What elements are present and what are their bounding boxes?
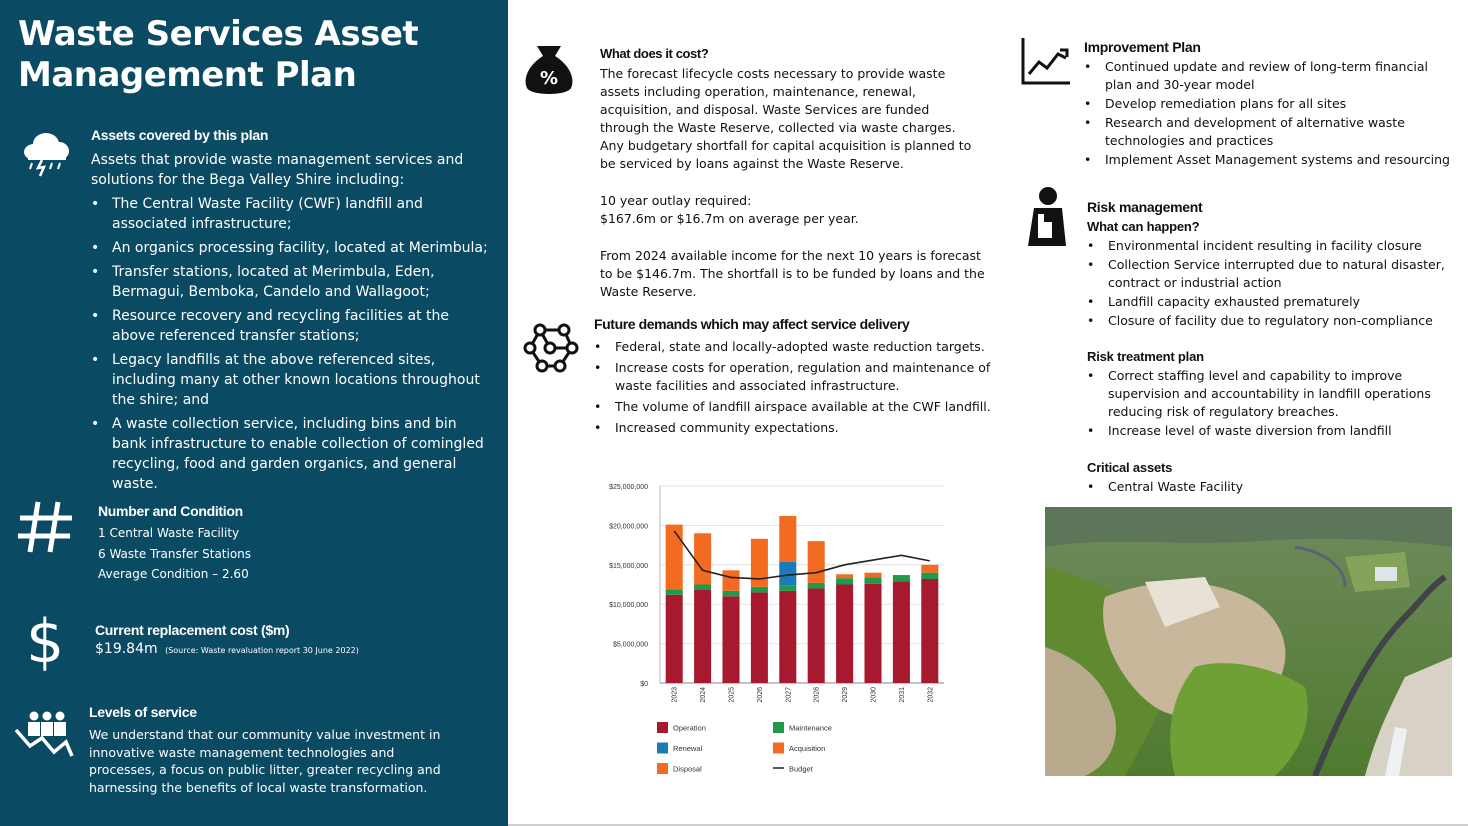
legend-swatch-maintenance [773, 722, 784, 733]
x-tick-label: 2025 [728, 687, 736, 703]
list-item: • The Central Waste Facility (CWF) landfill and associated infrastructure; [91, 194, 491, 234]
bar-maintenance-2031 [893, 575, 910, 581]
legend-swatch-operation [657, 722, 668, 733]
x-tick-label: 2026 [756, 687, 764, 703]
money-bag-percent-icon [523, 42, 575, 96]
bar-renewal-2027 [779, 562, 796, 586]
risk-treatment-list [1087, 367, 1432, 441]
legend-swatch-renewal [657, 743, 668, 754]
x-tick-label: 2023 [671, 687, 679, 703]
bar-operation-2031 [893, 581, 910, 683]
list-item: • Federal, state and locally-adopted waste reduction targets. [594, 338, 994, 356]
list-item: • Transfer stations, located at Merimbula, Eden, Bermagui, Bemboka, Candelo and Wallagoot; [91, 262, 491, 302]
bar-acquisition-2030 [864, 573, 881, 578]
left-panel [0, 0, 508, 826]
bar-maintenance-2028 [808, 583, 825, 589]
x-tick-label: 2029 [842, 687, 850, 703]
legend-label: Disposal [673, 764, 702, 774]
number-condition-heading: Number and Condition [98, 503, 243, 519]
replacement-heading: Current replacement cost ($m) [95, 622, 290, 638]
legend-label: Budget [789, 764, 813, 774]
bar-operation-2032 [921, 579, 938, 683]
list-item: • Develop remediation plans for all sites [1084, 95, 1456, 113]
bar-acquisition-2028 [808, 541, 825, 583]
y-tick-label: $20,000,000 [609, 523, 648, 531]
list-item: • Environmental incident resulting in facility closure [1087, 237, 1457, 255]
bar-acquisition-2027 [779, 516, 796, 562]
legend-label: Operation [673, 723, 706, 733]
y-tick-label: $25,000,000 [609, 484, 648, 491]
levels-text: We understand that our community value investment in innovative waste management technologies and processes, a focus on public litter, greater recycling and harnessing the benefits of local waste transformation. [89, 727, 441, 795]
x-tick-label: 2027 [785, 687, 793, 703]
improvement-heading: Improvement Plan [1084, 39, 1201, 55]
replacement-value-row [95, 641, 359, 657]
demands-heading: Future demands which may affect service delivery [594, 316, 910, 332]
critical-assets-list [1087, 478, 1432, 497]
list-item: • Implement Asset Management systems and resourcing [1084, 151, 1456, 169]
cost-paragraph: The forecast lifecycle costs necessary to provide waste assets including operation, maintenance, renewal, acquisition, and disposal. Waste Services are funded through the Waste Reserve, collected via waste charges. Any budgetary shortfall for capital acquisition is planned to be serviced by loans against the Waste Reserve. [600, 66, 972, 171]
bar-maintenance-2025 [722, 591, 739, 597]
assets-intro: Assets that provide waste management services and solutions for the Bega Valley Shire including: [91, 152, 464, 188]
y-tick-label: $15,000,000 [609, 562, 648, 570]
bar-acquisition-2023 [666, 525, 683, 590]
list-item: • Central Waste Facility [1087, 478, 1432, 496]
y-tick-label: $5,000,000 [612, 641, 648, 649]
list-item: • A waste collection service, including bins and bin bank infrastructure to enable collection of comingled recycling, food and garden organics, and general waste. [91, 414, 491, 494]
y-tick-label: $10,000,000 [609, 602, 648, 610]
lifecycle-cost-chart [596, 476, 956, 786]
bar-operation-2024 [694, 590, 711, 683]
bar-acquisition-2032 [921, 565, 938, 573]
list-item: • Landfill capacity exhausted prematurely [1087, 293, 1457, 311]
list-item: • Closure of facility due to regulatory non-compliance [1087, 312, 1457, 330]
bar-operation-2030 [864, 584, 881, 683]
list-item: • Continued update and review of long-term financial plan and 30-year model [1084, 58, 1456, 94]
legend-label: Renewal [673, 744, 703, 753]
risk-happen-list [1087, 237, 1457, 331]
risk-happen-heading: What can happen? [1087, 219, 1200, 234]
person-injury-icon [1022, 186, 1072, 248]
bar-maintenance-2032 [921, 573, 938, 579]
list-item: • An organics processing facility, located at Merimbula; [91, 238, 491, 258]
list-item: • The volume of landfill airspace available at the CWF landfill. [594, 398, 994, 416]
critical-assets-heading: Critical assets [1087, 460, 1173, 475]
risk-treatment-heading: Risk treatment plan [1087, 349, 1204, 364]
demands-list [594, 338, 994, 440]
x-tick-label: 2031 [898, 687, 906, 703]
list-item: • Legacy landfills at the above referenced sites, including many at other known locations throughout the shire; and [91, 350, 491, 410]
list-item: • Resource recovery and recycling facilities at the above referenced transfer stations; [91, 306, 491, 346]
community-icon [14, 708, 76, 760]
cost-outlay-value: $167.6m or $16.7m on average per year. [600, 211, 859, 226]
dollar-icon: $ [26, 607, 65, 677]
bar-maintenance-2029 [836, 578, 853, 584]
x-tick-label: 2024 [700, 687, 708, 703]
x-tick-label: 2030 [870, 687, 878, 703]
legend-swatch-disposal [657, 763, 668, 774]
replacement-source: (Source: Waste revaluation report 30 June 2022) [165, 646, 359, 655]
bar-maintenance-2023 [666, 589, 683, 595]
hash-icon [16, 498, 74, 556]
bar-maintenance-2026 [751, 587, 768, 593]
number-condition-lines: 1 Central Waste Facility 6 Waste Transfer Stations Average Condition – 2.60 [98, 526, 252, 581]
risk-heading: Risk management [1087, 199, 1203, 215]
bar-operation-2026 [751, 592, 768, 683]
list-item: • Increased community expectations. [594, 419, 994, 437]
storm-cloud-icon [20, 130, 72, 178]
legend-swatch-acquisition [773, 743, 784, 754]
bar-operation-2023 [666, 595, 683, 683]
legend-label: Acquisition [789, 744, 826, 753]
bar-maintenance-2027 [779, 585, 796, 591]
list-item: • Increase costs for operation, regulation and maintenance of waste facilities and associated infrastructure. [594, 359, 994, 395]
list-item: • Correct staffing level and capability to improve supervision and accountability in landfill operations reducing risk of regulatory breaches. [1087, 367, 1432, 421]
line-chart-icon [1020, 36, 1072, 86]
cost-outlay-label: 10 year outlay required: [600, 193, 752, 208]
budget-line [674, 531, 930, 579]
list-item: • Collection Service interrupted due to natural disaster, contract or industrial action [1087, 256, 1457, 292]
assets-list [91, 194, 491, 498]
improvement-list [1084, 58, 1456, 170]
bar-operation-2029 [836, 585, 853, 684]
bar-operation-2027 [779, 591, 796, 683]
bar-acquisition-2024 [694, 533, 711, 584]
list-item: • Research and development of alternative waste technologies and practices [1084, 114, 1456, 150]
bar-operation-2025 [722, 596, 739, 683]
x-tick-label: 2032 [927, 687, 935, 703]
assets-heading: Assets covered by this plan [91, 127, 269, 143]
legend-label: Maintenance [789, 723, 832, 733]
x-tick-label: 2028 [813, 687, 821, 703]
bar-maintenance-2024 [694, 585, 711, 591]
network-icon [520, 320, 580, 376]
y-tick-label: $0 [640, 681, 648, 688]
list-item: • Increase level of waste diversion from landfill [1087, 422, 1432, 440]
replacement-value: $19.84m [95, 641, 158, 657]
bar-acquisition-2025 [722, 570, 739, 590]
cost-income: From 2024 available income for the next 10 years is forecast to be $146.7m. The shortfall is to be funded by loans and the Waste Reserve. [600, 248, 985, 299]
aerial-photo-landfill [1045, 507, 1452, 776]
levels-heading: Levels of service [89, 704, 197, 720]
bar-maintenance-2030 [864, 577, 881, 583]
page-title: Waste Services Asset Management Plan [18, 14, 419, 95]
svg-text:%: % [539, 68, 559, 89]
cost-heading: What does it cost? [600, 46, 709, 61]
bar-acquisition-2029 [836, 574, 853, 578]
bar-operation-2028 [808, 588, 825, 683]
